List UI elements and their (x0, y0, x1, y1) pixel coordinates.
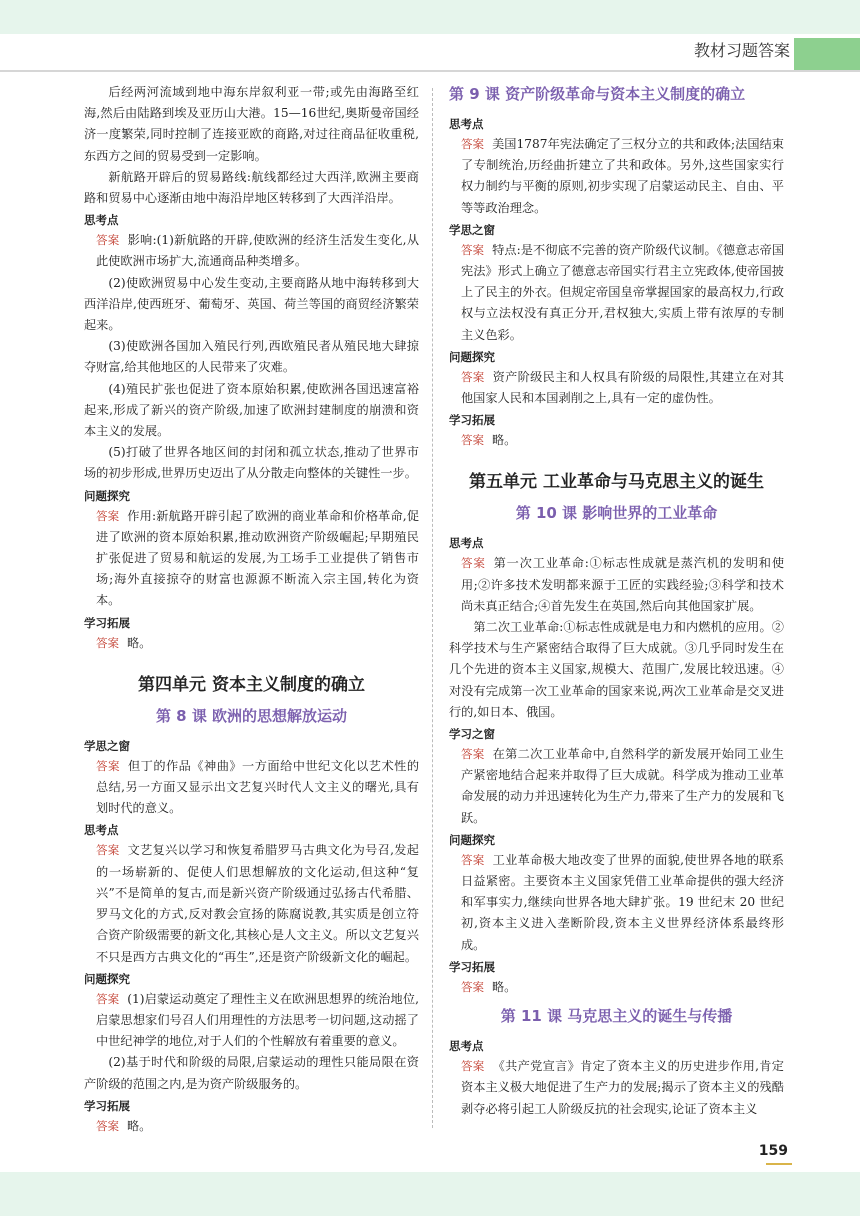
bottom-band (0, 1172, 860, 1216)
answer-paragraph: (3)使欧洲各国加入殖民行列,西欧殖民者从殖民地大肆掠夺财富,给其他地区的人民带来了灾难。 (84, 339, 419, 375)
answer-paragraph: 答案 影响:(1)新航路的开辟,使欧洲的经济生活发生变化,从此使欧洲市场扩大,流通商品种类增多。 (96, 233, 420, 269)
section-label: 问题探究 (449, 832, 495, 847)
answer-paragraph: 答案 作用:新航路开辟引起了欧洲的商业革命和价格革命,促进了欧洲的资本原始积累,推动欧洲资产阶级崛起;早期殖民扩张促进了贸易和航运的发展,为工场手工业提供了销售市场;海外直接掠夺的财富也源源不断流入宗主国,转化为资本。 (96, 508, 420, 608)
answer-paragraph: (2)基于时代和阶级的局限,启蒙运动的理性只能局限在资产阶级的范围之内,是为资产阶级服务的。 (84, 1055, 419, 1091)
section-label: 学习之窗 (449, 727, 495, 742)
lesson-heading: 第 9 课 资产阶级革命与资本主义制度的确立 (449, 85, 746, 103)
answer-paragraph: 答案 略。 (461, 979, 517, 994)
lesson-heading: 第 10 课 影响世界的工业革命 (515, 504, 718, 523)
right-column (449, 82, 784, 1120)
answer-tag: 答案 (461, 747, 485, 762)
section-label: 问题探究 (84, 488, 130, 503)
answer-tag: 答案 (461, 137, 485, 151)
section-label: 学习拓展 (449, 959, 495, 974)
answer-tag: 答案 (461, 979, 484, 994)
answer-paragraph: 答案 特点:是不彻底不完善的资产阶级代议制。《德意志帝国宪法》形式上确立了德意志帝国实行君主立宪政体,使帝国披上了民主的外衣。但规定帝国皇帝掌握国家的最高权力,行政权与立法权没有真正分开,君权独大,实质上带有浓厚的专制主义色彩。 (461, 242, 785, 342)
answer-paragraph: 答案 在第二次工业革命中,自然科学的新发展开始同工业生产紧密地结合起来并取得了巨大成就。科学成为推动工业革命发展的动力并迅速转化为生产力,带来了生产力的发展和飞跃。 (461, 747, 784, 825)
answer-tag: 答案 (461, 1059, 485, 1074)
answer-tag: 答案 (461, 556, 486, 571)
left-column (84, 82, 419, 1137)
section-label: 思考点 (84, 213, 119, 228)
answer-paragraph: 答案 略。 (96, 635, 152, 650)
page-number: 159 (758, 1143, 788, 1159)
answer-tag: 答案 (461, 852, 485, 867)
answer-paragraph: 答案 (1)启蒙运动奠定了理性主义在欧洲思想界的统治地位,启蒙思想家们号召人们用理性的方法思考一切问题,这动摇了中世纪神学的地位,对于人们的个性解放有着重要的意义。 (96, 991, 419, 1049)
answer-tag: 答案 (461, 433, 484, 448)
answer-tag: 答案 (461, 242, 485, 257)
section-label: 思考点 (449, 1039, 484, 1054)
answer-paragraph: (4)殖民扩张也促进了资本原始积累,使欧洲各国迅速富裕起来,形成了新兴的资产阶级,加速了欧洲封建制度的崩溃和资本主义的发展。 (84, 381, 419, 439)
answer-tag: 答案 (96, 1118, 119, 1133)
answer-paragraph: 答案 资产阶级民主和人权具有阶级的局限性,其建立在对其他国家人民和本国剥削之上,具有一定的虚伪性。 (461, 369, 784, 406)
top-band (0, 0, 860, 34)
unit-heading: 第四单元 资本主义制度的确立 (138, 674, 365, 695)
section-label: 问题探究 (449, 349, 495, 364)
answer-paragraph: (2)使欧洲贸易中心发生变动,主要商路从地中海转移到大西洋沿岸,使西班牙、葡萄牙、英国、荷兰等国的商贸经济繁荣起来。 (84, 275, 419, 333)
lesson-heading: 第 11 课 马克思主义的诞生与传播 (500, 1007, 733, 1026)
answer-paragraph: (5)打破了世界各地区间的封闭和孤立状态,推动了世界市场的初步形成,世界历史迈出了从分散走向整体的关键性一步。 (84, 445, 419, 481)
column-divider (432, 88, 433, 1128)
page-header-title: 教材习题答案 (693, 41, 790, 60)
answer-tag: 答案 (96, 758, 120, 773)
answer-paragraph: 答案 但丁的作品《神曲》一方面给中世纪文化以艺术性的总结,另一方面又显示出文艺复兴时代人文主义的曙光,具有划时代的意义。 (96, 758, 420, 816)
answer-tag: 答案 (461, 369, 485, 384)
intro-paragraph: 后经两河流域到地中海东岸叙利亚一带;或先由海路至红海,然后由陆路到埃及亚历山大港。15—16世纪,奥斯曼帝国经济一度繁荣,同时控制了连接亚欧的商路,对过往商品征收重税,东西方之间的贸易受到一定影响。 (84, 85, 419, 163)
answer-tag: 答案 (96, 843, 120, 858)
answer-paragraph: 答案 略。 (461, 433, 517, 448)
answer-paragraph: 答案 文艺复兴以学习和恢复希腊罗马古典文化为号召,发起的一场崭新的、促使人们思想解放的文化运动,但这种“复兴”不是简单的复古,而是新兴资产阶级通过弘扬古代希腊、罗马文化的方式,反对教会宣扬的陈腐说教,其实质是创立符合资产阶级需要的新文化,其核心是人文主义。所以文艺复兴不只是西方古典文化的“再生”,还是资产阶级新文化的崛起。 (96, 843, 419, 964)
answer-paragraph: 答案 《共产党宣言》肯定了资本主义的历史进步作用,肯定资本主义极大地促进了生产力的发展;揭示了资本主义的残酷剥夺必将引起工人阶级反抗的社会现实,论证了资本主义 (461, 1059, 784, 1116)
section-label: 思考点 (449, 536, 484, 551)
answer-tag: 答案 (96, 233, 120, 248)
header-tab-decoration (794, 38, 860, 72)
answer-paragraph: 答案 略。 (96, 1118, 152, 1133)
section-label: 问题探究 (84, 971, 130, 986)
page-number-underline (766, 1163, 792, 1165)
intro-paragraph: 新航路开辟后的贸易路线:航线都经过大西洋,欧洲主要商路和贸易中心逐渐由地中海沿岸地区转移到了大西洋沿岸。 (84, 169, 419, 206)
section-label: 学习拓展 (84, 615, 130, 630)
answer-tag: 答案 (96, 991, 120, 1006)
section-label: 思考点 (84, 823, 119, 838)
answer-paragraph: 答案 第一次工业革命:①标志性成就是蒸汽机的发明和使用;②许多技术发明都来源于工匠的实践经验;③科学和技术尚未真正结合;④首先发生在英国,然后向其他国家扩展。 (461, 556, 785, 613)
section-label: 学思之窗 (84, 738, 130, 753)
unit-heading: 第五单元 工业革命与马克思主义的诞生 (469, 472, 764, 493)
section-label: 思考点 (449, 117, 484, 131)
answer-tag: 答案 (96, 508, 120, 523)
section-label: 学习拓展 (449, 413, 495, 428)
answer-paragraph: 答案 美国1787年宪法确定了三权分立的共和政体;法国结束了专制统治,历经曲折建立了共和政体。另外,这些国家实行权力制约与平衡的原则,初步实现了启蒙运动民主、自由、平等等政治理念。 (461, 137, 784, 215)
answer-paragraph: 答案 工业革命极大地改变了世界的面貌,使世界各地的联系日益紧密。主要资本主义国家凭借工业革命提供的强大经济和军事实力,继续向世界各地大肆扩张。19 世纪末 20 世纪初,资本主义进入垄断阶段,资本主义世界经济体系最终形成。 (461, 852, 784, 952)
header-rule (0, 70, 860, 72)
answer-paragraph: 第二次工业革命:①标志性成就是电力和内燃机的应用。②科学技术与生产紧密结合取得了巨大成就。③几乎同时发生在几个先进的资本主义国家,规模大、范围广,发展比较迅速。④对没有完成第一次工业革命的国家来说,两次工业革命是交叉进行的,如日本、俄国。 (449, 620, 784, 719)
lesson-heading: 第 8 课 欧洲的思想解放运动 (155, 706, 348, 725)
section-label: 学思之窗 (449, 222, 495, 237)
answer-tag: 答案 (96, 635, 119, 650)
section-label: 学习拓展 (84, 1098, 130, 1113)
